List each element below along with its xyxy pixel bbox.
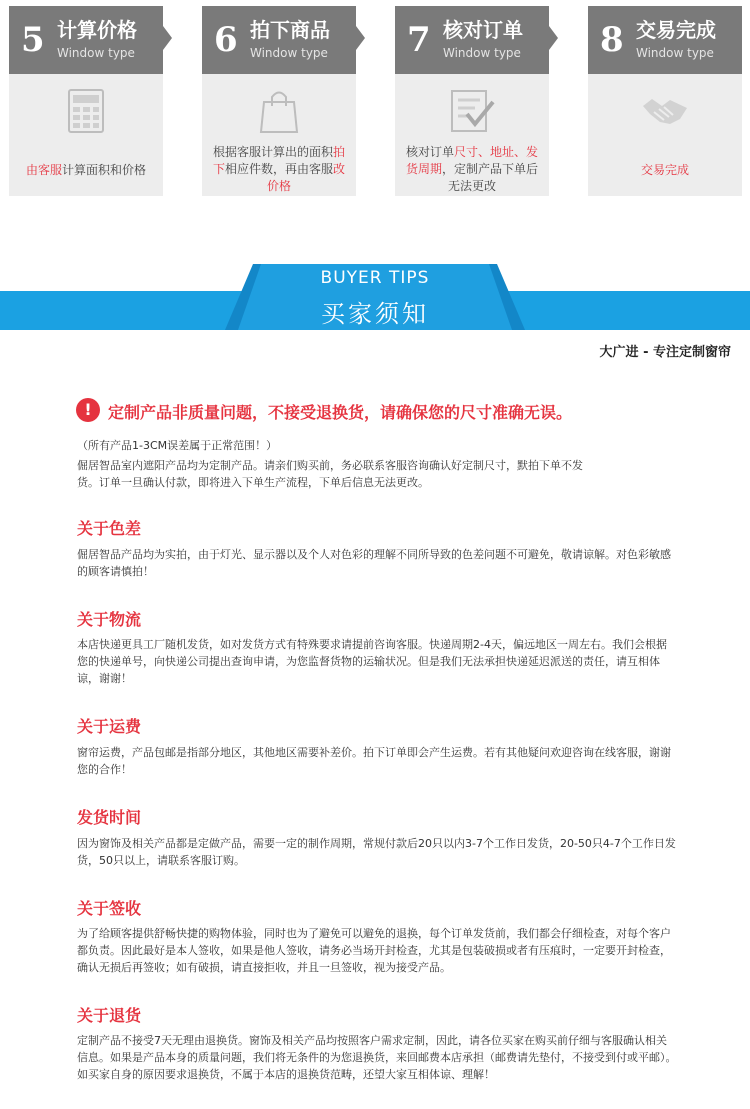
step-header — [202, 6, 356, 74]
step-arrow — [356, 26, 365, 50]
order-steps — [0, 0, 750, 205]
exclamation-icon: ! — [76, 398, 100, 422]
section-title-color: 关于色差 — [77, 519, 142, 538]
step-desc-text: 根据客服计算出的面积 — [212, 145, 333, 159]
step-calculate-price — [9, 6, 163, 196]
warning-notice — [76, 398, 716, 424]
section-text-shipping-fee: 窗帘运费，产品包邮是指部分地区，其他地区需要补差价。拍下订单即会产生运费。若有其他疑问欢迎咨询在线客服，谢谢您的合作！ — [77, 746, 671, 776]
step-desc-highlight: 拍下 — [212, 145, 346, 176]
warning-text: 定制产品非质量问题，不接受退换货，请确保您的尺寸准确无误。 — [108, 403, 573, 422]
section-text-receipt: 为了给顾客提供舒畅快捷的购物体验，同时也为了避免可以避免的退换，每个订单发货前，我们都会仔细检查，对每个客户都负责。因此最好是本人签收，如果是他人签收，请务必当场开封检查，尤其是包装破损或者有压痕时，一定要开封检查，确认无损后再签收；如有破损，请直接拒收，并且一旦签收，视为接受产品。 — [77, 927, 671, 974]
step-desc-text: 计算面积和价格 — [62, 163, 147, 177]
step-arrow — [163, 26, 172, 50]
section-title-shipping-fee: 关于运费 — [77, 717, 142, 736]
handshake-icon — [640, 86, 690, 136]
step-subtitle: Window type — [443, 46, 521, 60]
step-trade-complete — [588, 6, 742, 196]
step-number: 5 — [21, 20, 45, 60]
step-header — [588, 6, 742, 74]
section-title-logistics: 关于物流 — [77, 610, 142, 629]
section-title-delivery-time: 发货时间 — [77, 808, 142, 827]
step-place-order — [202, 6, 356, 196]
step-body — [395, 74, 549, 196]
step-verify-order — [395, 6, 549, 196]
step-description — [594, 162, 736, 179]
step-header — [395, 6, 549, 74]
step-desc-highlight: 改价格 — [266, 162, 346, 193]
step-subtitle: Window type — [250, 46, 328, 60]
step-number: 6 — [214, 20, 238, 60]
step-title: 核对订单 — [443, 18, 523, 42]
section-text-delivery-time: 因为窗饰及相关产品都是定做产品，需要一定的制作周期，常规付款后20只以内3-7个工作日发货，20-50只4-7个工作日发货，50只以上，请联系客服订购。 — [77, 837, 676, 867]
step-description — [401, 144, 543, 195]
banner-english-title: BUYER TIPS — [320, 268, 430, 288]
step-arrow — [549, 26, 558, 50]
step-body — [588, 74, 742, 196]
shopping-bag-icon — [254, 86, 304, 136]
checklist-icon — [447, 86, 497, 136]
step-title: 拍下商品 — [250, 18, 330, 42]
step-title: 交易完成 — [636, 18, 716, 42]
step-desc-highlight: 尺寸、地址、发货周期 — [405, 145, 539, 176]
step-body — [202, 74, 356, 196]
step-desc-text: ，定制产品下单后无法更改 — [442, 162, 539, 193]
step-description — [208, 144, 350, 195]
section-text-color: 倔居智品产品均为实拍，由于灯光、显示器以及个人对色彩的理解不同所导致的色差问题不可避免，敬请谅解。对色彩敏感的顾客请慎拍！ — [77, 548, 671, 578]
brand-slogan: 大广进 - 专注定制窗帘 — [599, 345, 731, 360]
section-text-returns: 定制产品不接受7天无理由退换货。窗饰及相关产品均按照客户需求定制，因此，请各位买家在购买前仔细与客服确认相关信息。如果是产品本身的质量问题，我们将无条件的为您退换货，来回邮费本店承担（邮费请先垫付，不接受到付或平邮）。如买家自身的原因要求退换货，不属于本店的退换货范畴，还望大家互相体谅、理解！ — [77, 1034, 677, 1081]
step-number: 8 — [600, 20, 624, 60]
step-desc-text: 核对订单 — [405, 145, 454, 159]
intro-text: 倔居智品室内遮阳产品均为定制产品。请亲们购买前，务必联系客服咨询确认好定制尺寸，默拍下单不发货。订单一旦确认付款，即将进入下单生产流程，下单后信息无法更改。 — [77, 459, 583, 489]
calculator-icon — [61, 86, 111, 136]
banner-chinese-title: 买家须知 — [321, 300, 429, 328]
section-title-receipt: 关于签收 — [77, 899, 142, 918]
step-description — [15, 162, 157, 179]
section-text-logistics: 本店快递更具工厂随机发货，如对发货方式有特殊要求请提前咨询客服。快递周期2-4天，偏远地区一周左右。我们会根据您的快递单号，向快递公司提出查询申请，为您监督货物的运输状况。但是我们无法承担快递延迟派送的责任，请互相体谅，谢谢！ — [77, 638, 667, 685]
step-subtitle: Window type — [636, 46, 714, 60]
step-body — [9, 74, 163, 196]
step-desc-text: 相应件数，再由客服 — [224, 162, 333, 176]
step-desc-highlight: 由客服 — [25, 163, 62, 177]
step-title: 计算价格 — [57, 18, 137, 42]
step-number: 7 — [407, 20, 431, 60]
step-header — [9, 6, 163, 74]
section-title-returns: 关于退货 — [77, 1006, 142, 1025]
buyer-tips-banner — [0, 264, 750, 330]
tolerance-note: （所有产品1-3CM误差属于正常范围！） — [77, 439, 278, 452]
step-subtitle: Window type — [57, 46, 135, 60]
step-desc-highlight: 交易完成 — [640, 163, 689, 177]
